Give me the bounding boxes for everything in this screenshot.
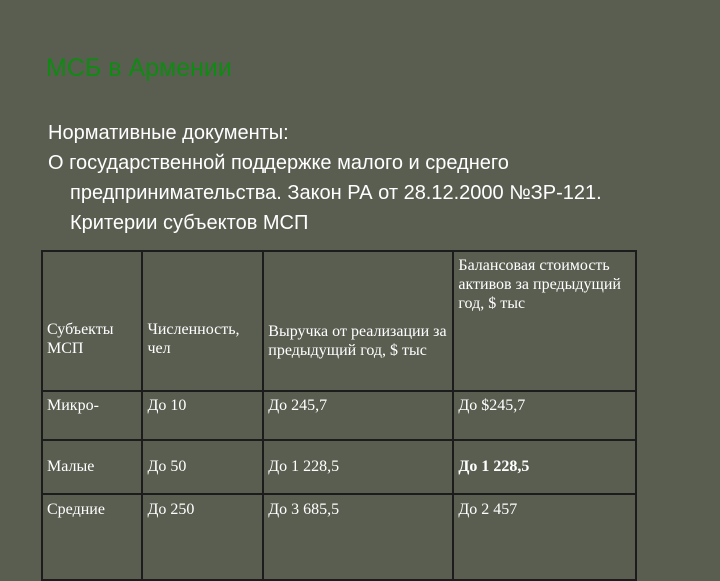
header-headcount: Численность, чел: [142, 251, 263, 391]
paragraph-normative-docs: Нормативные документы:: [48, 122, 289, 144]
cell-headcount: До 50: [142, 440, 263, 494]
table-row: [42, 391, 636, 440]
cell-headcount: До 10: [142, 391, 263, 440]
paragraph-law: О государственной поддержке малого и среднего предпринимательства. Закон РА от 28.12.2000 №ЗР-121. Критерии субъектов МСП: [48, 152, 602, 234]
slide-title: МСБ в Армении: [46, 54, 232, 82]
header-assets: Балансовая стоимость активов за предыдущий год, $ тыс: [453, 251, 636, 391]
header-subjects: Субъекты МСП: [42, 251, 142, 391]
cell-revenue: До 245,7: [263, 391, 453, 440]
cell-assets: До 2 457: [453, 494, 636, 580]
cell-subject: Средние: [42, 494, 142, 580]
cell-assets: До $245,7: [453, 391, 636, 440]
cell-subject: Малые: [42, 440, 142, 494]
body-text: [48, 118, 648, 238]
cell-subject: Микро-: [42, 391, 142, 440]
header-revenue: Выручка от реализации за предыдущий год, $ тыс: [263, 251, 453, 391]
sme-criteria-table: [41, 250, 637, 581]
table-row: [42, 440, 636, 494]
cell-assets: До 1 228,5: [453, 440, 636, 494]
table-row: [42, 494, 636, 580]
cell-revenue: До 1 228,5: [263, 440, 453, 494]
cell-revenue: До 3 685,5: [263, 494, 453, 580]
cell-headcount: До 250: [142, 494, 263, 580]
table-header-row: [42, 251, 636, 391]
